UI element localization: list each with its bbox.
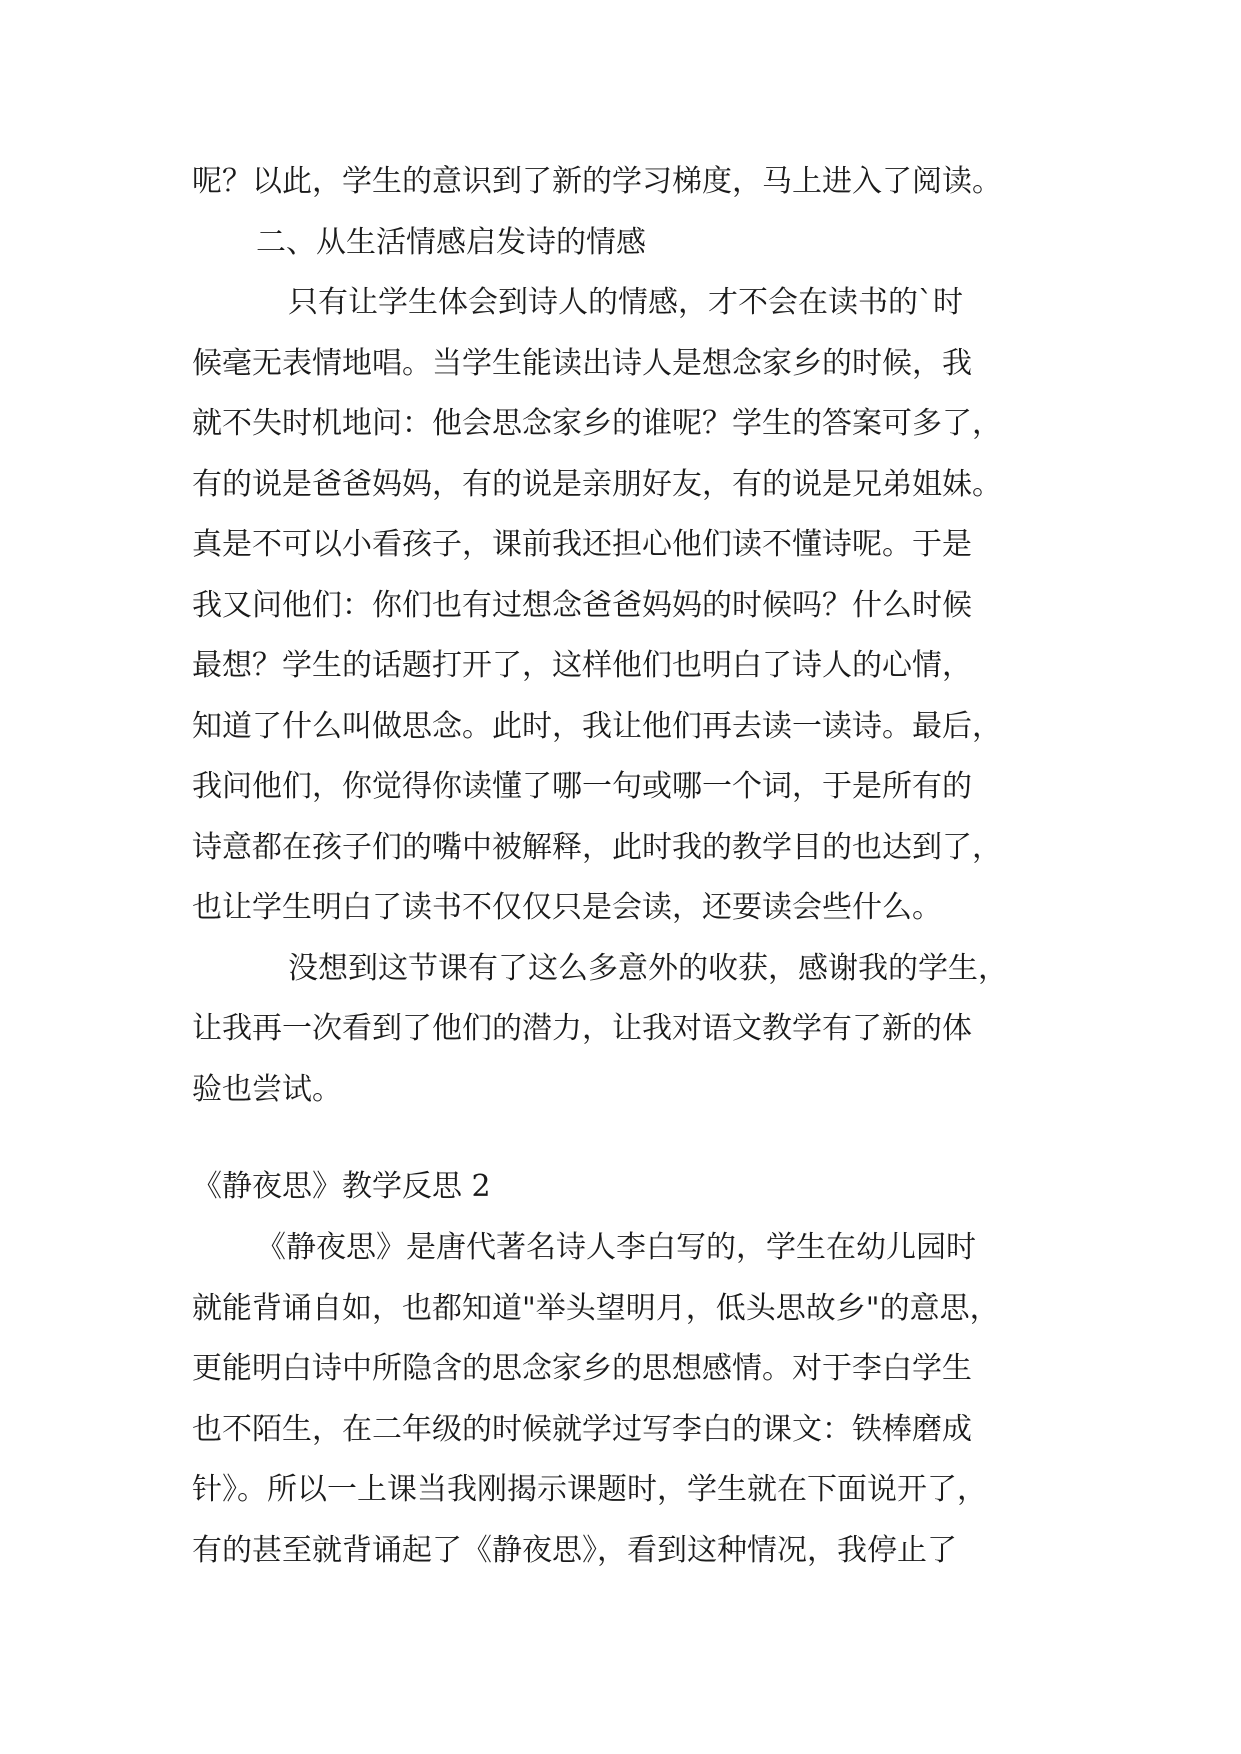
text-line: 候毫无表情地唱。当学生能读出诗人是想念家乡的时候，我 [192,345,972,381]
section-heading: 二、从生活情感启发诗的情感 [256,224,646,260]
text-line: 我又问他们：你们也有过想念爸爸妈妈的时候吗？什么时候 [192,587,972,623]
text-line: 最想？学生的话题打开了，这样他们也明白了诗人的心情， [192,648,972,683]
paragraph-start-line: 《静夜思》是唐代著名诗人李白写的，学生在幼儿园时 [256,1230,976,1265]
text-line: 也不陌生，在二年级的时候就学过写李白的课文：铁棒磨成 [192,1411,972,1447]
body-text-part1 [192,152,1072,1120]
text-line: 知道了什么叫做思念。此时，我让他们再去读一读诗。最后， [192,708,1002,744]
text-line: 诗意都在孩子们的嘴中被解释，此时我的教学目的也达到了， [192,829,1002,865]
text-line: 我问他们，你觉得你读懂了哪一句或哪一个词，于是所有的 [192,769,972,804]
paragraph-start-line: 只有让学生体会到诗人的情感，才不会在读书的`时 [288,285,963,320]
text-line: 验也尝试。 [192,1071,342,1107]
text-line: 更能明白诗中所隐含的思念家乡的思想感情。对于李白学生 [192,1351,972,1386]
text-line: 真是不可以小看孩子，课前我还担心他们读不懂诗呢。于是 [192,527,972,562]
text-line: 也让学生明白了读书不仅仅只是会读，还要读会些什么。 [192,890,942,925]
body-text-part2 [192,1218,1072,1581]
section-title-block [192,1157,1072,1218]
text-line: 有的说是爸爸妈妈，有的说是亲朋好友，有的说是兄弟姐妹。 [192,466,1002,502]
paragraph-start-line: 没想到这节课有了这么多意外的收获，感谢我的学生， [288,950,1008,986]
text-line: 就不失时机地问：他会思念家乡的谁呢？学生的答案可多了， [192,406,1002,441]
text-line: 针》。所以一上课当我刚揭示课题时，学生就在下面说开了， [192,1472,987,1507]
text-line: 让我再一次看到了他们的潜力，让我对语文教学有了新的体 [192,1011,972,1046]
section-title: 《静夜思》教学反思 2 [192,1169,491,1204]
text-line: 就能背诵自如，也都知道"举头望明月，低头思故乡"的意思， [192,1290,1000,1326]
text-line: 有的甚至就背诵起了《静夜思》，看到这种情况，我停止了 [192,1532,957,1568]
text-line: 呢？以此，学生的意识到了新的学习梯度，马上进入了阅读。 [192,164,1002,199]
